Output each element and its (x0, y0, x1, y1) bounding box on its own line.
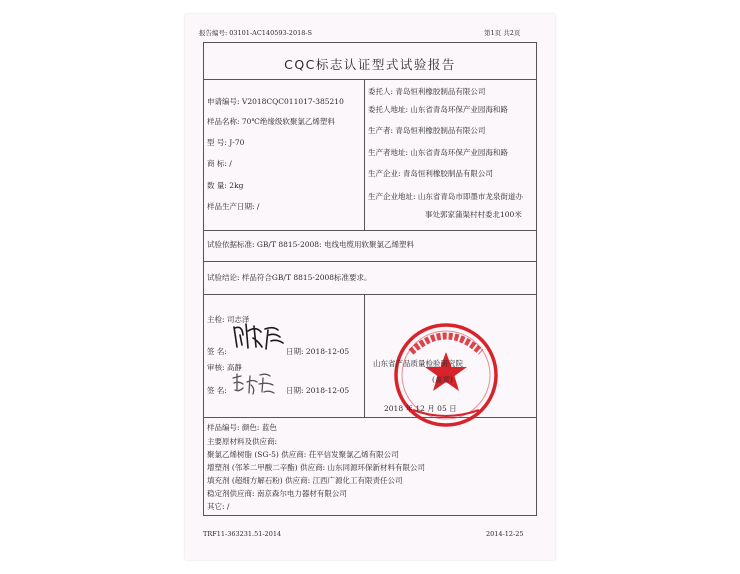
report-date: 2018 年 12 月 05 日 (384, 404, 457, 413)
other-materials: 其它: / (207, 502, 230, 511)
signature-label-2: 签 名: (207, 386, 227, 395)
manufacturer-address: 生产者地址: 山东省青岛环保产业园海和路 (368, 148, 508, 157)
manufacturer: 生产者: 青岛恒利橡胶制品有限公司 (368, 126, 486, 135)
filler-supplier: 填充剂 (超细方解石粉) 供应商: 江西广源化工有限责任公司 (207, 476, 403, 485)
signature-column-divider (364, 294, 365, 417)
institute-name: 山东省产品质量检验研究院 (373, 359, 463, 368)
application-number: 申请编号: V2018CQC011017-385210 (207, 97, 344, 106)
reviewer: 审核: 高静 (207, 363, 242, 372)
signature-label-1: 签 名: (207, 347, 227, 356)
production-date: 样品生产日期: / (207, 202, 260, 211)
report-number: 报告编号: 03101-AC140593-2018-S (199, 29, 312, 37)
page-number: 第1页 共2页 (484, 29, 521, 37)
quantity: 数 量: 2kg (207, 181, 244, 190)
signature-divider (203, 417, 536, 418)
pvc-supplier: 聚氯乙烯树脂 (SG-5) 供应商: 茌平信发聚氯乙烯有限公司 (207, 450, 399, 459)
seal-note: (盖章) (432, 375, 453, 384)
sign-date-1: 日期: 2018-12-05 (286, 347, 350, 356)
inspector: 主检: 司志泽 (207, 315, 250, 324)
standard-bottom-divider (203, 261, 536, 262)
report-title: CQC标志认证型式试验报告 (284, 57, 456, 72)
sign-date-2: 日期: 2018-12-05 (286, 386, 350, 395)
plasticizer-supplier: 增塑剂 (邻苯二甲酸二辛酯) 供应商: 山东同源环保新材料有限公司 (207, 463, 426, 472)
factory-address-line1: 生产企业地址: 山东省青岛市即墨市龙泉街道办 (368, 192, 523, 201)
form-date: 2014-12-25 (486, 530, 524, 538)
sample-name: 样品名称: 70℃绝缘级软聚氯乙烯塑料 (207, 117, 335, 126)
info-column-divider (364, 79, 365, 230)
materials-heading: 主要原材料及供应商: (207, 437, 278, 446)
client-address: 委托人地址: 山东省青岛环保产业园海和路 (368, 105, 508, 114)
inspector-signature (228, 317, 290, 353)
test-standard: 试验依据标准: GB/T 8815-2008: 电线电缆用软聚氯乙烯塑料 (207, 240, 414, 249)
factory-address-line2: 事处郭家蒲渠村村委北100米 (425, 210, 522, 219)
client: 委托人: 青岛恒利橡胶制品有限公司 (368, 87, 486, 96)
trademark: 商 标: / (207, 159, 232, 168)
form-number: TRF11-363231.51-2014 (203, 530, 282, 538)
standard-top-divider (203, 230, 536, 231)
model: 型 号: J-70 (207, 138, 245, 147)
test-conclusion: 试验结论: 样品符合GB/T 8815-2008标准要求。 (207, 273, 372, 282)
stabilizer-supplier: 稳定剂供应商: 南京森尔电力器材有限公司 (207, 489, 347, 498)
conclusion-divider (203, 294, 536, 295)
reviewer-signature (229, 370, 279, 396)
factory: 生产企业: 青岛恒利橡胶制品有限公司 (368, 169, 493, 178)
title-divider (203, 79, 536, 80)
sample-color: 样品编号: 颜色: 蓝色 (207, 423, 277, 432)
